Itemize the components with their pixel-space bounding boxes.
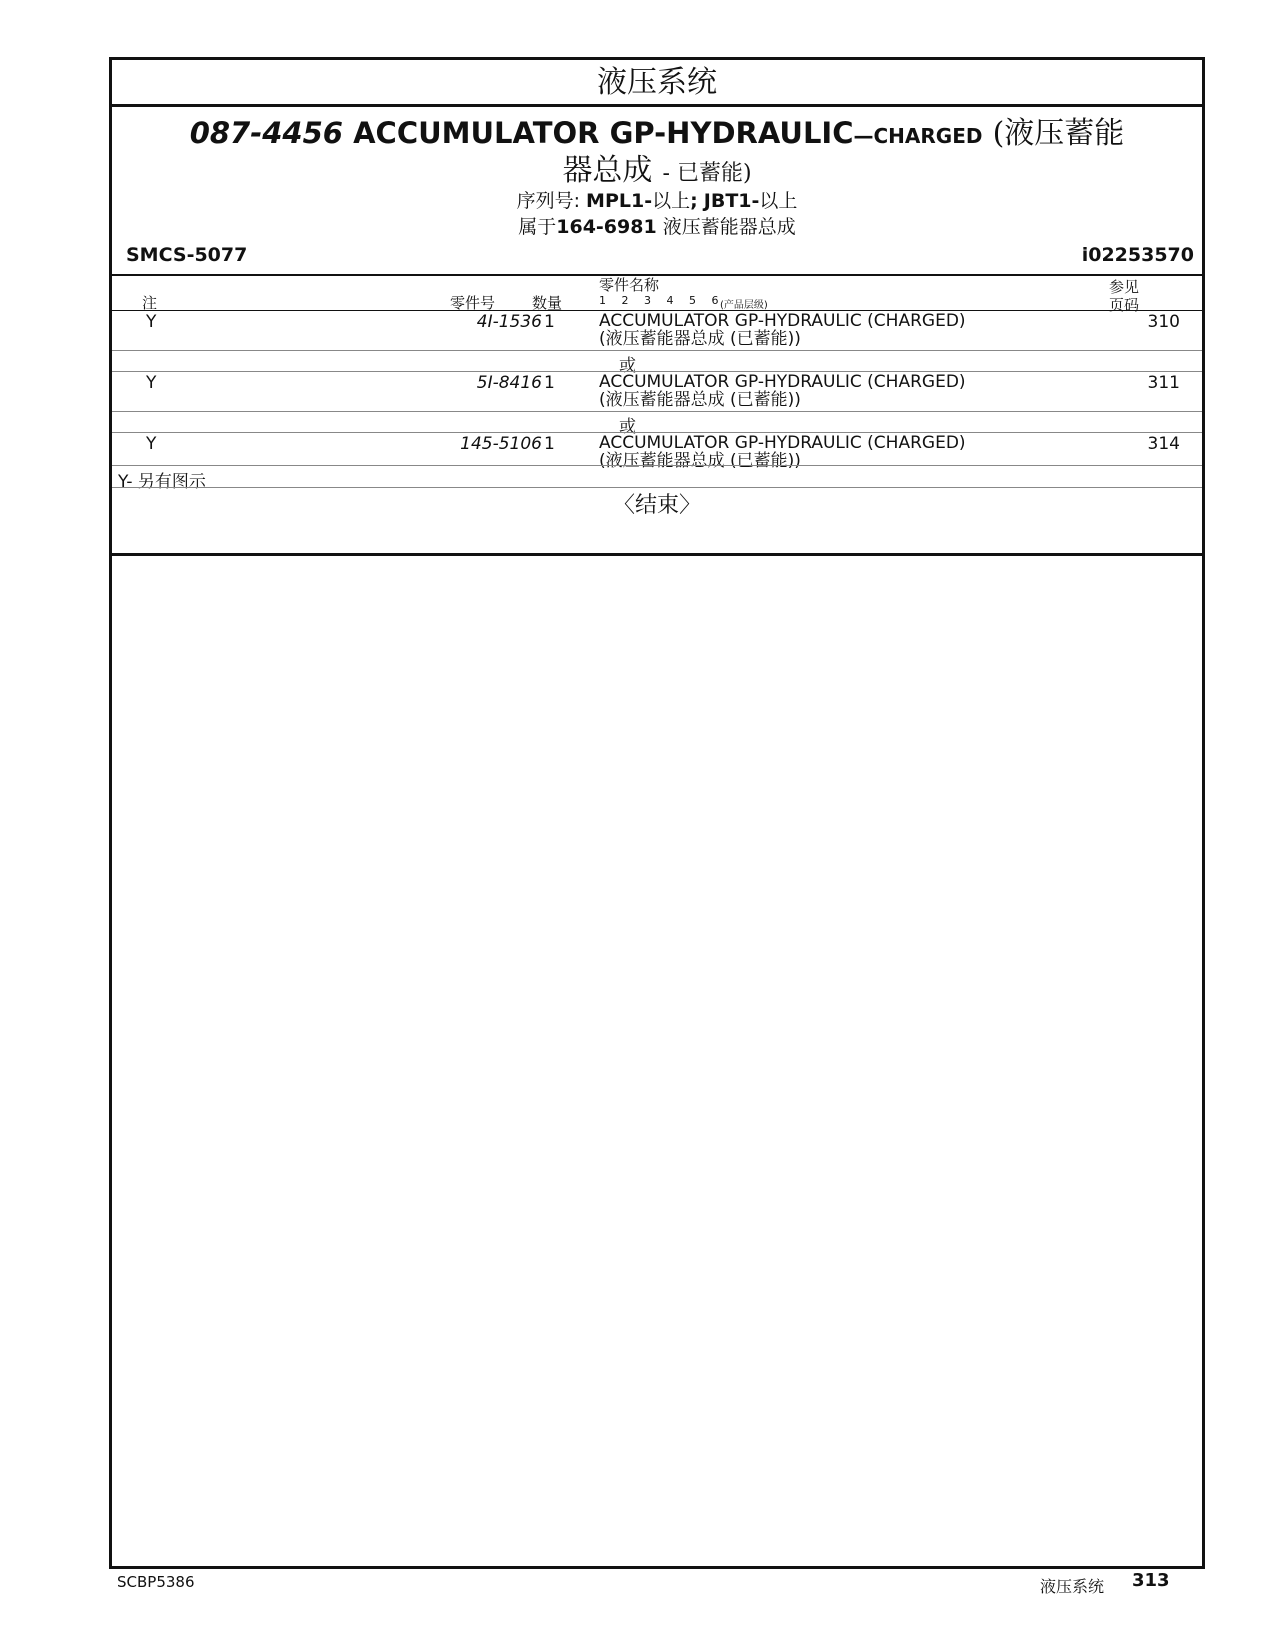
page-frame — [109, 57, 1205, 1569]
col-ref-1: 参见 — [1109, 278, 1140, 296]
section-title: 液压系统 — [112, 60, 1202, 107]
footer-doc-id: SCBP5386 — [117, 1573, 195, 1591]
row-desc-en: ACCUMULATOR GP-HYDRAULIC (CHARGED) — [599, 311, 966, 331]
row-rule — [112, 465, 1202, 466]
end-marker: 〈结束〉 — [612, 493, 701, 518]
serial-sep: ; — [690, 190, 698, 212]
row-desc-en: ACCUMULATOR GP-HYDRAULIC (CHARGED) — [599, 433, 966, 453]
row-part-no: 145-5106 — [460, 434, 542, 454]
col-name: 零件名称 — [599, 276, 660, 294]
title-zh-2a: 器总成 — [562, 153, 653, 188]
row-qty: 1 — [544, 373, 555, 393]
col-part-no: 零件号 — [450, 294, 496, 312]
row-rule — [112, 350, 1202, 351]
illustration-id: i02253570 — [1081, 244, 1194, 266]
row-rule — [112, 411, 1202, 412]
title-sub: —CHARGED — [853, 124, 983, 148]
row-note: Y — [146, 312, 157, 332]
footer-section: 液压系统 — [1040, 1577, 1105, 1596]
col-levels: 1 2 3 4 5 6 — [599, 294, 725, 307]
or-label: 或 — [619, 356, 636, 376]
row-note: Y — [146, 373, 157, 393]
serial-value-2: JBT1- — [703, 190, 760, 212]
part-of — [112, 212, 1202, 239]
title-zh-1: (液压蓄能 — [992, 116, 1125, 151]
row-part-no: 5I-8416 — [476, 373, 542, 393]
row-part-no: 4I-1536 — [476, 312, 542, 332]
row-desc-zh: (液压蓄能器总成 (已蓄能)) — [599, 329, 801, 349]
part-of-label: 属于 — [518, 216, 557, 238]
row-qty: 1 — [544, 312, 555, 332]
smcs-code: SMCS-5077 — [126, 244, 248, 266]
part-title — [112, 116, 1202, 191]
serial-value-1: MPL1- — [586, 190, 653, 212]
footer-page-number: 313 — [1132, 1570, 1170, 1591]
row-ref-page: 310 — [1147, 312, 1180, 332]
row-note: Y — [146, 434, 157, 454]
part-of-number: 164-6981 — [556, 216, 657, 238]
row-desc-zh: (液压蓄能器总成 (已蓄能)) — [599, 390, 801, 410]
col-note: 注 — [142, 294, 158, 312]
row-desc-en: ACCUMULATOR GP-HYDRAULIC (CHARGED) — [599, 372, 966, 392]
or-label: 或 — [619, 417, 636, 437]
col-ref-2: 页码 — [1109, 296, 1140, 314]
title-zh-2b: - 已蓄能) — [662, 161, 752, 186]
row-qty: 1 — [544, 434, 555, 454]
part-of-name: 液压蓄能器总成 — [662, 216, 796, 238]
col-levels-note: (产品层级) — [720, 300, 768, 311]
serial-range — [112, 186, 1202, 213]
row-ref-page: 311 — [1147, 373, 1180, 393]
footnote: Y- 另有图示 — [118, 472, 206, 492]
serial-after-1: 以上 — [652, 190, 691, 212]
row-ref-page: 314 — [1147, 434, 1180, 454]
col-qty: 数量 — [532, 294, 563, 312]
title-part-number: 087-4456 — [189, 116, 343, 150]
title-name: ACCUMULATOR GP-HYDRAULIC — [353, 116, 854, 150]
serial-label: 序列号: — [516, 190, 580, 212]
end-rule — [112, 553, 1202, 556]
serial-after-2: 以上 — [759, 190, 798, 212]
row-desc-zh: (液压蓄能器总成 (已蓄能)) — [599, 451, 801, 471]
